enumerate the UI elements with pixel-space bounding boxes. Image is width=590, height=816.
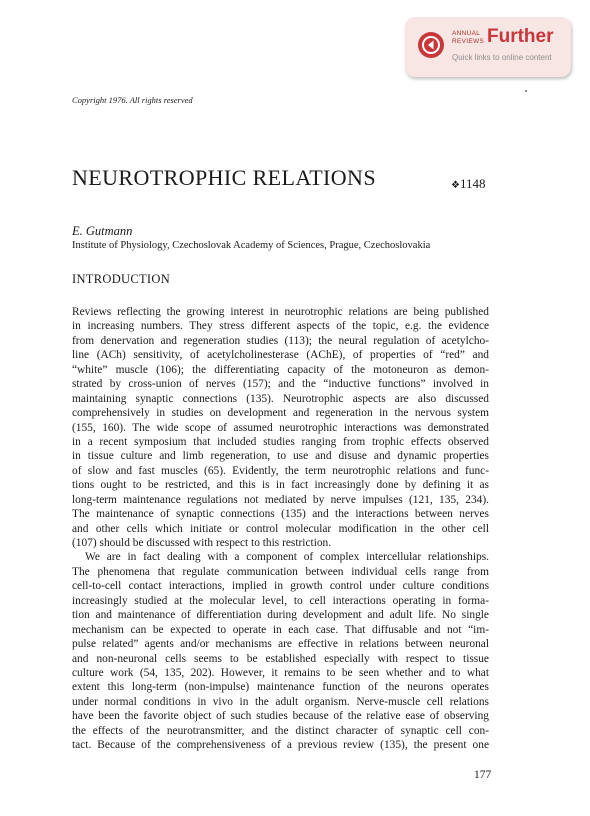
body-line: “white” muscle (106); the differentiating capacity of the motoneuron as demon-: [72, 363, 489, 376]
diamond-ornament-icon: ❖: [451, 180, 460, 191]
body-line: from denervation and regeneration studies (113); the neural regulation of acetylcho-: [72, 334, 489, 347]
body-line: culture work (54, 135, 202). However, it remains to be seen whether and to what: [72, 666, 489, 679]
banner-further-label: Further: [487, 26, 554, 47]
body-line: tion and maintenance of differentiation during development and adult life. No single: [72, 609, 489, 622]
banner-quick-links-label[interactable]: Quick links to online content: [452, 53, 552, 62]
body-line: strated by cross-union of nerves (157); and the “inductive functions” involved in: [72, 378, 489, 391]
body-line: pulse related” agents and/or mechanisms are effective in relations between neuronal: [72, 638, 489, 651]
body-text: [72, 305, 489, 753]
body-line: Reviews reflecting the growing interest in neurotrophic relations are being published: [72, 306, 489, 318]
stray-mark: [525, 90, 527, 92]
body-line: cell-to-cell contact interactions, implied in growth control under culture conditions: [72, 580, 489, 593]
body-line: in increasing numbers. They stress different aspects of the topic, e.g. the evidence: [72, 320, 489, 333]
body-line: We are in fact dealing with a component of complex intercellular relationships.: [85, 551, 489, 564]
body-line: tions ought to be restricted, and this is in fact increasingly done by defining it as: [72, 479, 489, 492]
copyright-notice: Copyright 1976. All rights reserved: [72, 95, 193, 105]
body-line: comprehensively in studies on development and regeneration in the nervous system: [72, 407, 489, 420]
section-heading: INTRODUCTION: [72, 272, 171, 286]
page-number: 177: [474, 769, 492, 781]
article-code-number: 1148: [459, 176, 486, 191]
article-code: [451, 176, 486, 192]
annual-reviews-logo-icon: [417, 31, 445, 59]
body-line: in tissue culture and limb regeneration, to use and disuse and dynamic properties: [72, 450, 489, 463]
body-line: mechanism can be expected to operate in each case. That diffusable and not “im-: [72, 623, 489, 636]
body-line: extent this long-term (non-impulse) maintenance function of the neurons operates: [72, 681, 489, 694]
body-line: the effects of the neurotransmitter, and the distinct character of synaptic cell con-: [72, 724, 489, 737]
body-line: (107) should be discussed with respect to this restriction.: [72, 537, 332, 549]
banner-annual-reviews-label: ANNUAL REVIEWS: [452, 30, 485, 45]
body-line: long-term maintenance regulations not mediated by nerve impulses (121, 135, 234).: [72, 493, 489, 506]
body-line: line (ACh) sensitivity, of acetylcholinesterase (AChE), of properties of “red” and: [72, 349, 489, 362]
body-line: increasingly studied at the molecular level, to cell interactions operating in forma-: [72, 594, 489, 607]
body-line: of slow and fast muscles (65). Evidently, the term neurotrophic relations and func-: [72, 464, 489, 477]
body-line: maintaining synaptic connections (135). Neurotrophic aspects are also discussed: [72, 392, 489, 405]
author-name: E. Gutmann: [72, 224, 133, 238]
body-line: under normal conditions in vivo in the adult organism. Nerve-muscle cell relations: [72, 695, 489, 708]
author-affiliation: Institute of Physiology, Czechoslovak Academy of Sciences, Prague, Czechoslovakia: [72, 240, 431, 251]
body-line: and other cells which initiate or control molecular modification in the other cell: [72, 522, 489, 535]
annual-reviews-further-banner[interactable]: [405, 17, 571, 77]
body-line: The maintenance of synaptic connections (135) and the interactions between nerves: [72, 508, 489, 521]
body-line: tact. Because of the comprehensiveness of a previous review (135), the present one: [72, 739, 489, 752]
body-line: have been the favorite object of such studies because of the relative ease of observing: [72, 710, 489, 723]
body-line: The phenomena that regulate communication between individual cells range from: [72, 565, 489, 578]
body-line: and non-neuronal cells seems to be established especially with respect to tissue: [72, 652, 489, 665]
article-title: NEUROTROPHIC RELATIONS: [72, 165, 376, 190]
body-line: (155, 160). The wide scope of assumed neurotrophic interactions was demonstrated: [72, 421, 489, 434]
body-line: in a recent symposium that included studies ranging from trophic effects observed: [72, 435, 489, 448]
